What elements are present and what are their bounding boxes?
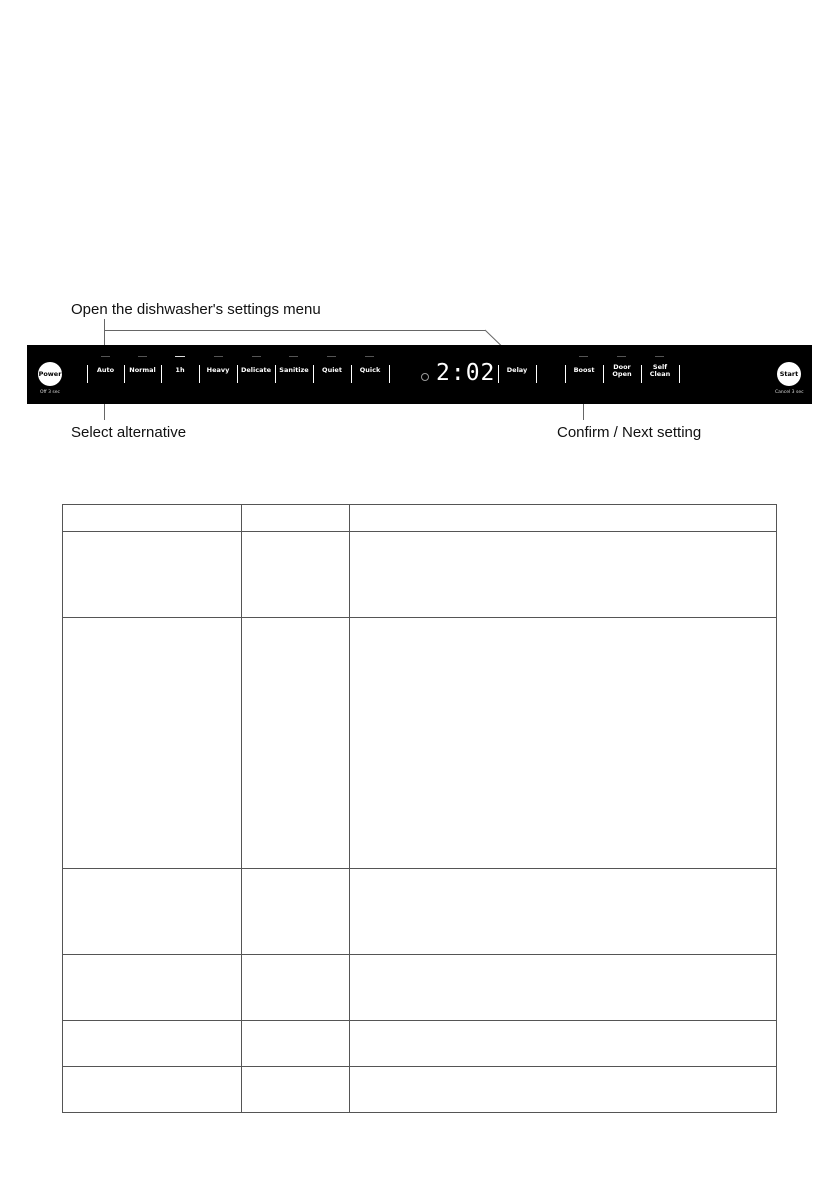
time-display: 2:02 bbox=[436, 360, 496, 386]
control-panel bbox=[27, 345, 812, 404]
led-quick bbox=[365, 356, 374, 357]
led-normal bbox=[138, 356, 147, 357]
select-alternative-callout: Select alternative bbox=[71, 424, 187, 441]
table-cell bbox=[350, 1021, 777, 1067]
table-row bbox=[63, 1021, 777, 1067]
table-cell bbox=[63, 505, 242, 532]
table-cell bbox=[350, 505, 777, 532]
table-cell bbox=[242, 1021, 350, 1067]
start-hint: Cancel 3 sec bbox=[775, 390, 804, 395]
table-cell bbox=[242, 869, 350, 955]
program-sanitize[interactable]: Sanitize bbox=[279, 366, 309, 374]
table-cell bbox=[63, 618, 242, 869]
program-quiet[interactable]: Quiet bbox=[322, 366, 342, 374]
table-cell bbox=[63, 1067, 242, 1113]
table-cell bbox=[242, 618, 350, 869]
table-cell bbox=[350, 955, 777, 1021]
start-button[interactable]: Start bbox=[777, 362, 801, 386]
settings-menu-callout: Open the dishwasher's settings menu bbox=[71, 301, 321, 318]
led-boost bbox=[579, 356, 588, 357]
table-row bbox=[63, 532, 777, 618]
led-1h bbox=[175, 356, 185, 357]
table-header-row bbox=[63, 505, 777, 532]
table-cell bbox=[350, 532, 777, 618]
table-row bbox=[63, 618, 777, 869]
leader-line-settings-horizontal bbox=[104, 330, 485, 331]
program-quick[interactable]: Quick bbox=[359, 366, 381, 374]
led-self-clean bbox=[655, 356, 664, 357]
separator bbox=[389, 365, 390, 383]
program-delicate[interactable]: Delicate bbox=[240, 366, 271, 374]
table-cell bbox=[63, 869, 242, 955]
led-quiet bbox=[327, 356, 336, 357]
led-heavy bbox=[214, 356, 223, 357]
separator bbox=[679, 365, 680, 383]
power-button[interactable]: Power bbox=[38, 362, 62, 386]
program-heavy[interactable]: Heavy bbox=[206, 366, 230, 374]
table-cell bbox=[63, 1021, 242, 1067]
table-cell bbox=[63, 532, 242, 618]
power-hint: Off 3 sec bbox=[40, 390, 60, 395]
self-clean-button[interactable]: Self Clean bbox=[649, 363, 671, 378]
separator bbox=[536, 365, 537, 383]
delay-button[interactable]: Delay bbox=[506, 366, 528, 374]
led-auto bbox=[101, 356, 110, 357]
table-cell bbox=[350, 869, 777, 955]
boost-button[interactable]: Boost bbox=[573, 366, 595, 374]
table-cell bbox=[242, 955, 350, 1021]
table-row bbox=[63, 869, 777, 955]
led-door-open bbox=[617, 356, 626, 357]
confirm-next-callout: Confirm / Next setting bbox=[557, 424, 702, 441]
settings-table bbox=[62, 504, 777, 1113]
table-cell bbox=[242, 505, 350, 532]
led-delicate bbox=[252, 356, 261, 357]
table-cell bbox=[350, 1067, 777, 1113]
table-row bbox=[63, 955, 777, 1021]
program-normal[interactable]: Normal bbox=[129, 366, 156, 374]
table-cell bbox=[350, 618, 777, 869]
table-cell bbox=[242, 532, 350, 618]
sun-icon bbox=[421, 373, 429, 381]
door-open-button[interactable]: Door Open bbox=[612, 363, 632, 378]
table-cell bbox=[242, 1067, 350, 1113]
led-sanitize bbox=[289, 356, 298, 357]
program-1h[interactable]: 1h bbox=[175, 366, 185, 374]
table-cell bbox=[63, 955, 242, 1021]
table-row bbox=[63, 1067, 777, 1113]
program-auto[interactable]: Auto bbox=[96, 366, 115, 374]
